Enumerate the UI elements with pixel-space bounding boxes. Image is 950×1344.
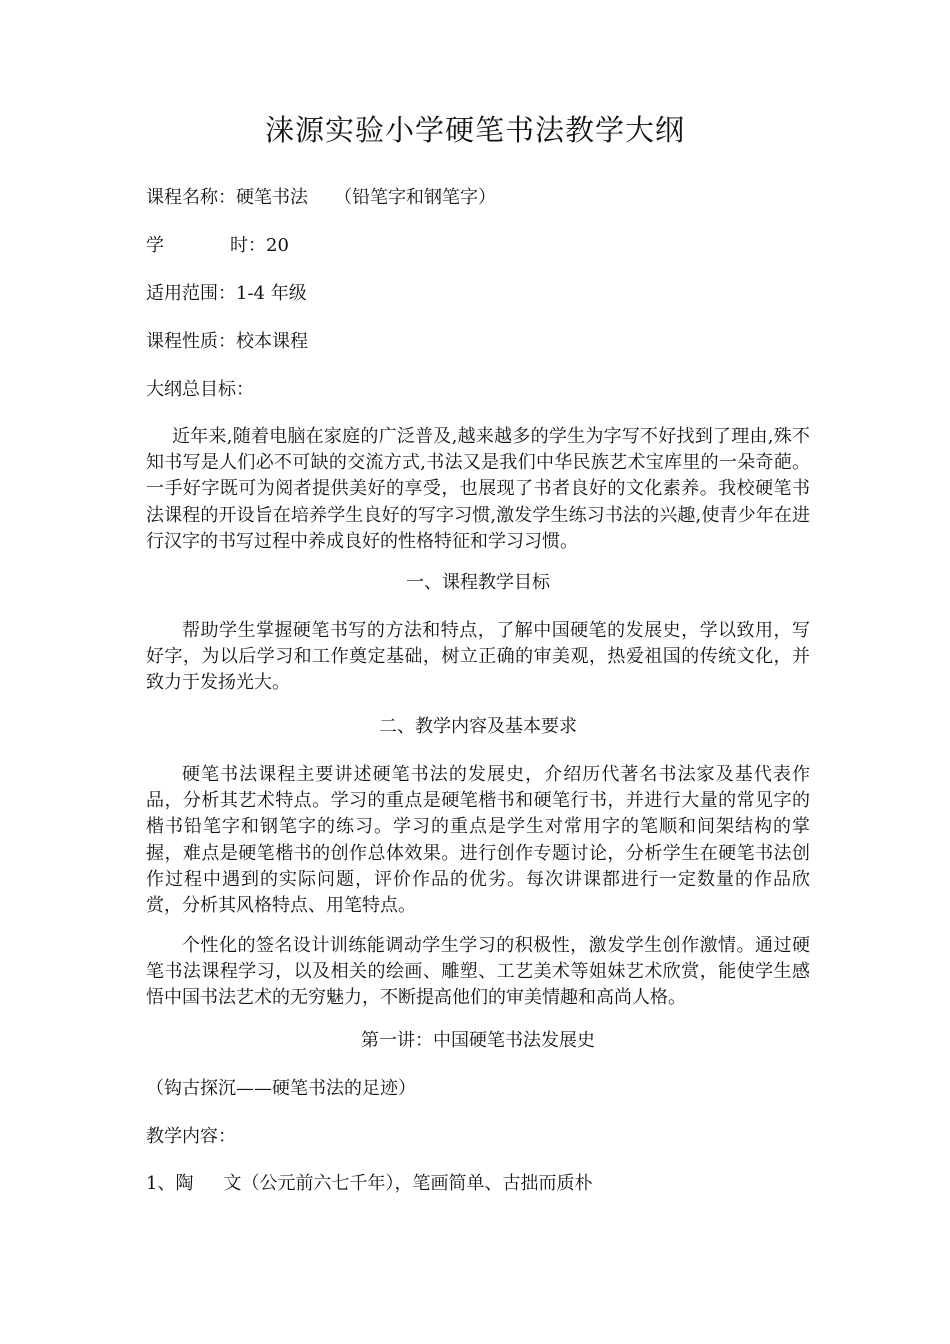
course-name-label: 课程名称： [146,187,236,208]
section2-paragraph-2: 个性化的签名设计训练能调动学生学习的积极性，激发学生创作激情。通过硬笔书法课程学习，以及相关的绘画、雕塑、工艺美术等姐妹艺术欣赏，能使学生感悟中国书法艺术的无穷魅力，不断提高他们的审美情趣和高尚人格。 [146,935,810,1009]
course-name-note: （铅笔字和钢笔字） [334,187,496,208]
document-title: 涞源实验小学硬笔书法教学大纲 [264,113,685,147]
nature-value: 校本课程 [236,331,308,352]
scope-label: 适用范围： [146,283,236,304]
goal-label: 大纲总目标： [146,379,254,400]
hours-value: 20 [266,235,289,256]
lecture1-heading: 第一讲：中国硬笔书法发展史 [361,1030,595,1051]
course-name-value: 硬笔书法 [236,187,308,208]
list-item [146,1171,592,1197]
scope-line [146,281,307,307]
item1-prefix: 1、陶 [146,1173,194,1194]
lecture1-subtitle: （钩古探沉——硬笔书法的足迹） [146,1078,416,1099]
section1-heading: 一、课程教学目标 [406,572,550,593]
nature-line [146,329,308,355]
section2-heading: 二、教学内容及基本要求 [379,716,577,737]
nature-label: 课程性质： [146,331,236,352]
item1-rest: 文（公元前六七千年），笔画简单、古拙而质朴 [223,1173,593,1194]
intro-paragraph: 近年来,随着电脑在家庭的广泛普及,越来越多的学生为字写不好找到了理由,殊不知书写是人们必不可缺的交流方式,书法又是我们中华民族艺术宝库里的一朵奇葩。一手好字既可为阅者提供美好的享受，也展现了书者良好的文化素养。我校硬笔书法课程的开设旨在培养学生良好的写字习惯,激发学生练习书法的兴趣,使青少年在进行汉字的书写过程中养成良好的性格特征和学习习惯。 [146,426,810,552]
hours-line [146,233,289,259]
course-name-line [146,185,496,211]
section1-paragraph: 帮助学生掌握硬笔书写的方法和特点，了解中国硬笔的发展史，学以致用，写好字，为以后学习和工作奠定基础，树立正确的审美观，热爱祖国的传统文化，并致力于发扬光大。 [146,620,810,694]
scope-value: 1-4 年级 [236,283,307,304]
section2-paragraph-1: 硬笔书法课程主要讲述硬笔书法的发展史，介绍历代著名书法家及基代表作品，分析其艺术特点。学习的重点是硬笔楷书和硬笔行书，并进行大量的常见字的楷书铅笔字和钢笔字的练习。学习的重点是学生对常用字的笔顺和间架结构的掌握，难点是硬笔楷书的创作总体效果。进行创作专题讨论，分析学生在硬笔书法创作过程中遇到的实际问题，评价作品的优劣。每次讲课都进行一定数量的作品欣赏，分析其风格特点、用笔特点。 [146,764,810,917]
hours-label-second: 时： [230,235,266,256]
hours-label-first: 学 [146,235,164,256]
teaching-content-label: 教学内容： [146,1126,236,1147]
